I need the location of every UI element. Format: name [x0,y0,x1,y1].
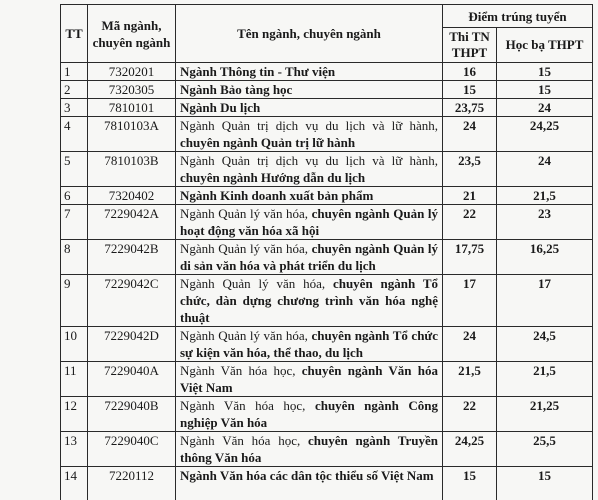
row-thi-tn: 24,25 [443,432,497,467]
row-name-bold: chuyên ngành Văn hóa Việt Nam [180,363,438,395]
row-name [176,81,443,99]
table-row [61,275,593,327]
row-name [176,187,443,205]
table-row [61,432,593,467]
row-name-bold: Ngành Du lịch [180,100,261,115]
row-thi-tn: 17 [443,275,497,327]
row-code: 7229040C [88,432,176,467]
row-hoc-ba: 24,5 [497,327,593,362]
table-row [61,81,593,99]
header-code: Mã ngành, chuyên ngành [88,5,176,63]
table-row [61,187,593,205]
header-thi-tn: Thi TN THPT [443,28,497,63]
row-name [176,63,443,81]
row-name [176,240,443,275]
row-name-bold: chuyên ngành Tổ chức, dàn dựng chương trình văn hóa nghệ thuật [180,276,439,325]
row-thi-tn: 23,5 [443,152,497,187]
table-row [61,327,593,362]
row-name [176,432,443,467]
row-name [176,152,443,187]
row-name-plain: Ngành Văn hóa học, [180,398,315,413]
header-score-group: Điểm trúng tuyển [443,5,593,28]
row-name-plain: Ngành Quản trị dịch vụ du lịch và lữ hành, [180,153,438,168]
row-name-plain: Ngành Quản lý văn hóa, [180,241,312,256]
row-thi-tn: 24 [443,117,497,152]
table-row [61,362,593,397]
row-thi-tn: 22 [443,397,497,432]
table-row [61,205,593,240]
row-thi-tn: 21 [443,187,497,205]
row-name-bold: chuyên ngành Quản lý hoạt động văn hóa xã hội [180,206,438,238]
header-hoc-ba: Học bạ THPT [497,28,593,63]
row-hoc-ba: 17 [497,275,593,327]
row-thi-tn: 15 [443,81,497,99]
row-tt: 5 [61,152,88,187]
row-thi-tn: 16 [443,63,497,81]
row-thi-tn: 22 [443,205,497,240]
row-tt: 8 [61,240,88,275]
row-thi-tn: 23,75 [443,99,497,117]
row-hoc-ba: 15 [497,467,593,500]
table-row [61,63,593,81]
row-tt: 4 [61,117,88,152]
row-name-bold: chuyên ngành Truyền thông Văn hóa [180,433,438,465]
table-row [61,467,593,500]
row-tt: 1 [61,63,88,81]
row-name [176,205,443,240]
row-name-bold: Ngành Văn hóa các dân tộc thiểu số Việt Nam [180,468,434,483]
row-tt: 2 [61,81,88,99]
row-code: 7810101 [88,99,176,117]
row-hoc-ba: 21,5 [497,362,593,397]
table-row [61,117,593,152]
row-name [176,362,443,397]
row-name [176,327,443,362]
row-tt: 3 [61,99,88,117]
row-name-bold: Ngành Bảo tàng học [180,82,293,97]
table-row [61,240,593,275]
row-tt: 7 [61,205,88,240]
row-hoc-ba: 21,5 [497,187,593,205]
table-row [61,152,593,187]
header-name: Tên ngành, chuyên ngành [176,5,443,63]
row-hoc-ba: 24 [497,152,593,187]
row-hoc-ba: 16,25 [497,240,593,275]
row-hoc-ba: 15 [497,63,593,81]
row-name [176,99,443,117]
row-name-bold: Ngành Thông tin - Thư viện [180,64,336,79]
row-hoc-ba: 21,25 [497,397,593,432]
row-hoc-ba: 24 [497,99,593,117]
row-code: 7229042A [88,205,176,240]
row-code: 7229042C [88,275,176,327]
row-code: 7229040B [88,397,176,432]
row-thi-tn: 17,75 [443,240,497,275]
row-tt: 11 [61,362,88,397]
row-thi-tn: 24 [443,327,497,362]
row-tt: 13 [61,432,88,467]
row-name [176,467,443,500]
row-name-bold: chuyên ngành Công nghiệp Văn hóa [180,398,439,430]
row-code: 7320305 [88,81,176,99]
row-code: 7810103B [88,152,176,187]
row-code: 7810103A [88,117,176,152]
row-name-bold: chuyên ngành Quản trị lữ hành [180,135,356,150]
row-name [176,397,443,432]
row-name-bold: chuyên ngành Tổ chức sự kiện văn hóa, thể thao, du lịch [180,328,438,360]
row-thi-tn: 15 [443,467,497,500]
row-name [176,117,443,152]
row-tt: 6 [61,187,88,205]
row-code: 7320201 [88,63,176,81]
row-name-plain: Ngành Quản lý văn hóa, [180,276,333,291]
row-name-bold: chuyên ngành Quản lý di sản văn hóa và phát triển du lịch [180,241,438,273]
row-thi-tn: 21,5 [443,362,497,397]
row-name-plain: Ngành Văn hóa học, [180,363,302,378]
row-code: 7220112 [88,467,176,500]
row-name-plain: Ngành Quản trị dịch vụ du lịch và lữ hành, [180,118,438,133]
row-name-plain: Ngành Văn hóa học, [180,433,309,448]
row-code: 7229042B [88,240,176,275]
row-name-bold: chuyên ngành Hướng dẫn du lịch [180,170,366,185]
table-row [61,397,593,432]
row-name-bold: Ngành Kinh doanh xuất bản phẩm [180,188,374,203]
row-hoc-ba: 25,5 [497,432,593,467]
header-row [61,5,593,28]
row-name-plain: Ngành Quản lý văn hóa, [180,328,312,343]
row-name [176,275,443,327]
admission-scores-table [60,4,593,500]
row-name-plain: Ngành Quản lý văn hóa, [180,206,312,221]
row-tt: 14 [61,467,88,500]
row-code: 7320402 [88,187,176,205]
row-code: 7229042D [88,327,176,362]
header-tt: TT [61,5,88,63]
row-tt: 9 [61,275,88,327]
table-row [61,99,593,117]
row-hoc-ba: 15 [497,81,593,99]
row-tt: 10 [61,327,88,362]
row-hoc-ba: 23 [497,205,593,240]
row-code: 7229040A [88,362,176,397]
row-tt: 12 [61,397,88,432]
row-hoc-ba: 24,25 [497,117,593,152]
